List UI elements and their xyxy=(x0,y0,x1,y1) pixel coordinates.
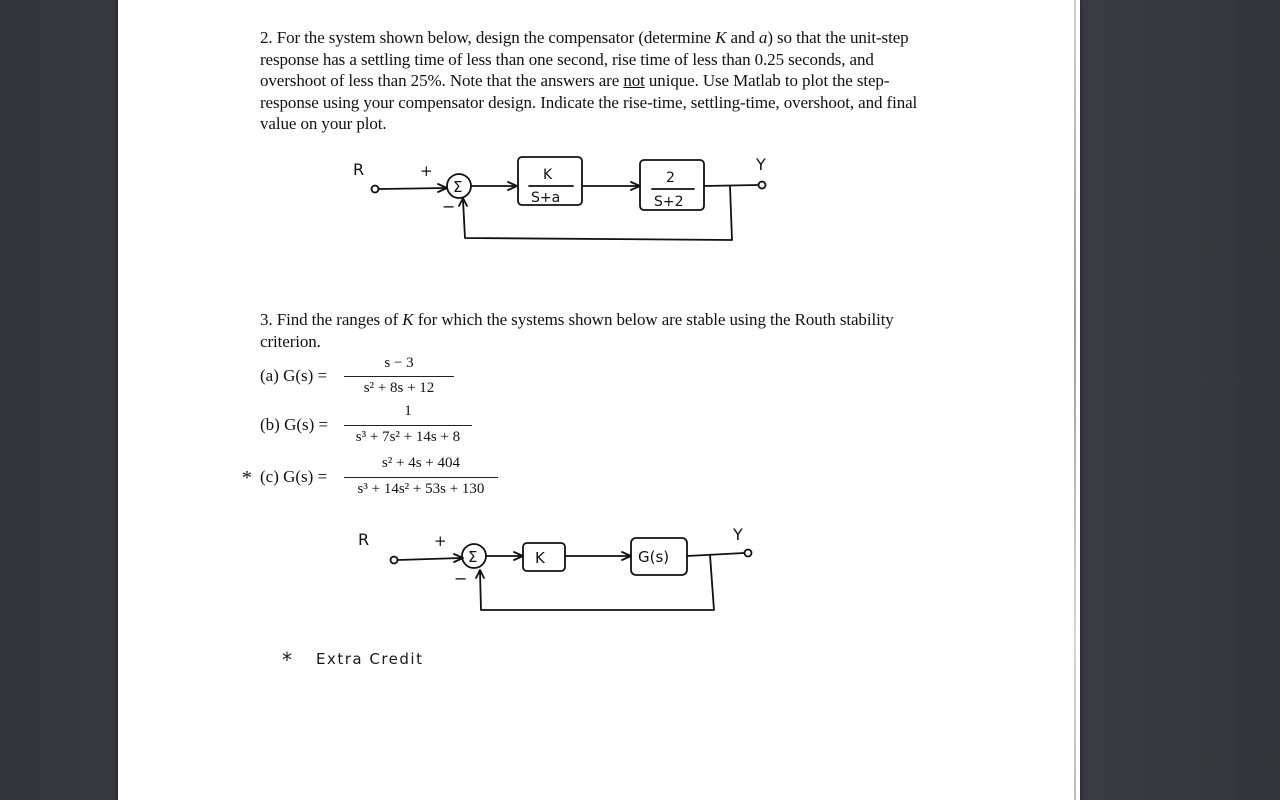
equation-a-denominator: s² + 8s + 12 xyxy=(363,380,435,396)
problem-3-text-b: for which the systems shown below are stable using the Routh stability criterion. xyxy=(260,310,894,351)
diagram-3-input-label: R xyxy=(358,530,370,549)
diagram-3-block-g-label: G(s) xyxy=(638,548,670,566)
footnote-extra-credit: Extra Credit xyxy=(316,650,424,668)
var-k-3: K xyxy=(402,310,414,329)
diagram-2-block-1-num: K xyxy=(543,167,553,183)
var-a: a xyxy=(758,28,768,47)
equation-b-denominator: s³ + 7s² + 14s + 8 xyxy=(355,429,461,445)
diagram-3-output-line xyxy=(687,553,744,556)
diagram-2-block-1-den: S+a xyxy=(531,190,561,206)
diagram-3-output-terminal xyxy=(745,550,752,557)
underlined-not: not xyxy=(623,71,645,91)
problem-2-text-d: unique. Use Matlab to plot the step-response using your compensator design. Indicate the rise-time, settling-time, overshoot, and final value on your plot. xyxy=(260,71,918,134)
diagram-2-minus: − xyxy=(442,197,456,216)
diagram-3-summer-symbol: Σ xyxy=(468,548,478,566)
diagram-2-output-label: Y xyxy=(756,155,766,174)
diagram-2-block-2-num: 2 xyxy=(666,170,675,186)
equation-a-label: (a) G(s) = xyxy=(260,366,328,385)
problem-3-block-diagram xyxy=(118,0,1080,800)
diagram-2-plus: + xyxy=(420,162,433,180)
equation-b-label: (b) G(s) = xyxy=(260,415,329,434)
equation-c-denominator: s³ + 14s² + 53s + 130 xyxy=(357,481,485,497)
diagram-3-minus: − xyxy=(454,569,468,588)
problem-3-number: 3. xyxy=(260,310,273,329)
diagram-3-block-k-label: K xyxy=(535,549,545,567)
equation-b-numerator: 1 xyxy=(404,403,412,419)
diagram-3-input-line xyxy=(398,558,461,560)
diagram-2-input-label: R xyxy=(353,160,365,179)
diagram-3-input-terminal xyxy=(391,557,398,564)
diagram-2-block-2-den: S+2 xyxy=(654,194,684,210)
problem-3-text-a: Find the ranges of xyxy=(276,310,403,329)
equation-a-numerator: s − 3 xyxy=(384,355,414,371)
diagram-2-summer-symbol: Σ xyxy=(453,178,463,196)
equation-c-marker: * xyxy=(242,467,252,489)
diagram-3-feedback-path xyxy=(480,555,714,610)
document-page[interactable] xyxy=(118,0,1080,800)
equation-c-numerator: s² + 4s + 404 xyxy=(381,455,461,471)
problem-2-text-a: For the system shown below, design the compensator (determine xyxy=(276,28,716,47)
problem-2-number: 2. xyxy=(260,28,273,47)
diagram-3-output-label: Y xyxy=(733,525,743,544)
footnote-marker: * xyxy=(282,648,292,672)
problem-2-text-c: ) so that the unit-step response has a settling time of less than one second, rise time of less than 0.25 seconds, and overshoot of less than 25%. Note that the answers are xyxy=(260,28,909,91)
var-k: K xyxy=(715,28,727,47)
diagram-3-plus: + xyxy=(434,532,447,550)
equation-c-label: (c) G(s) = xyxy=(260,467,328,486)
problem-2-text-b: and xyxy=(726,28,759,47)
